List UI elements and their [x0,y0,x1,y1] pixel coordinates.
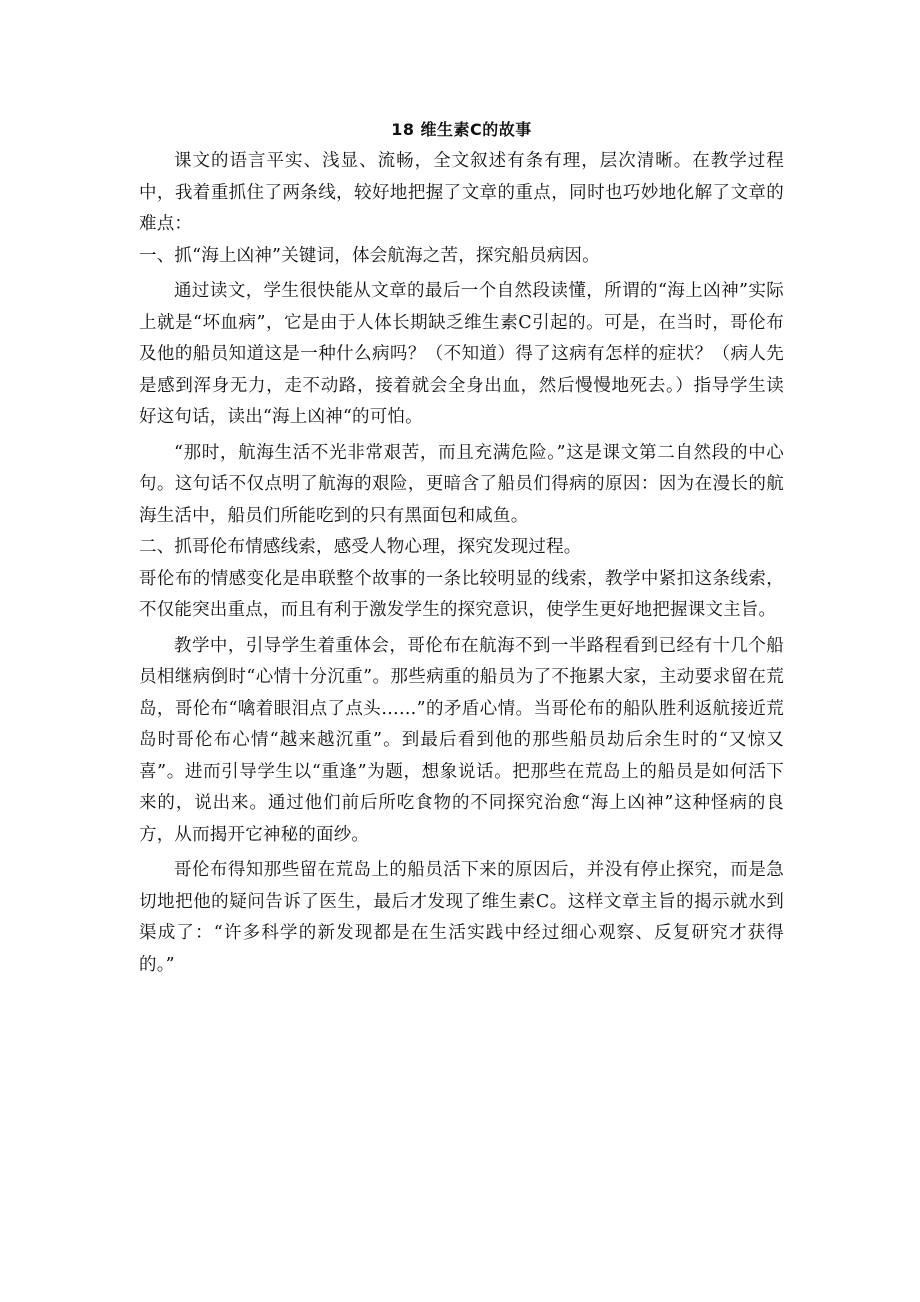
section-heading-1: 一、抓“海上凶神”关键词，体会航海之苦，探究船员病因。 [139,245,600,266]
paragraph-reading: 通过读文，学生很快能从文章的最后一个自然段读懂，所谓的“海上凶神”实际上就是“坏血病”，它是由于人体长期缺乏维生素C引起的。可是，在当时，哥伦布及他的船员知道这是一种什么病吗？（不知道）得了这病有怎样的症状？（病人先是感到浑身无力，走不动路，接着就会全身出血，然后慢慢地死去。）指导学生读好这句话，读出“海上凶神“的可怕。 [139,281,784,427]
paragraph-teaching: 教学中，引导学生着重体会，哥伦布在航海不到一半路程看到已经有十几个船员相继病倒时“心情十分沉重”。那些病重的船员为了不拖累大家，主动要求留在荒岛，哥伦布“噙着眼泪点了点头……”的矛盾心情。当哥伦布的船队胜利返航接近荒岛时哥伦布心情“越来越沉重”。到最后看到他的那些船员劫后余生时的“又惊又喜”。进而引导学生以“重逢”为题，想象说话。把那些在荒岛上的船员是如何活下来的，说出来。通过他们前后所吃食物的不同探究治愈“海上凶神”这种怪病的良方，从而揭开它神秘的面纱。 [139,635,784,845]
section-heading-2: 二、抓哥伦布情感线索，感受人物心理，探究发现过程。 [139,537,582,557]
document-body [139,146,784,981]
paragraph-intro: 课文的语言平实、浅显、流畅，全文叙述有条有理，层次清晰。在教学过程中，我着重抓住了两条线，较好地把握了文章的重点，同时也巧妙地化解了文章的难点： [139,151,784,234]
document-title: 18 维生素C的故事 [391,120,532,139]
paragraph-emotion-thread: 哥伦布的情感变化是串联整个故事的一条比较明显的线索，教学中紧扣这条线索，不仅能突出重点，而且有利于激发学生的探究意识，使学生更好地把握课文主旨。 [139,568,784,620]
paragraph-conclusion: 哥伦布得知那些留在荒岛上的船员活下来的原因后，并没有停止探究，而是急切地把他的疑问告诉了医生，最后才发现了维生素C。这样文章主旨的揭示就水到渠成了：“许多科学的新发现都是在生活实践中经过细心观察、反复研究才获得的。” [139,860,784,975]
paragraph-central-sentence: “那时，航海生活不光非常艰苦，而且充满危险。”这是课文第二自然段的中心句。这句话不仅点明了航海的艰险，更暗含了船员们得病的原因：因为在漫长的航海生活中，船员们所能吃到的只有黑面包和咸鱼。 [139,442,784,526]
